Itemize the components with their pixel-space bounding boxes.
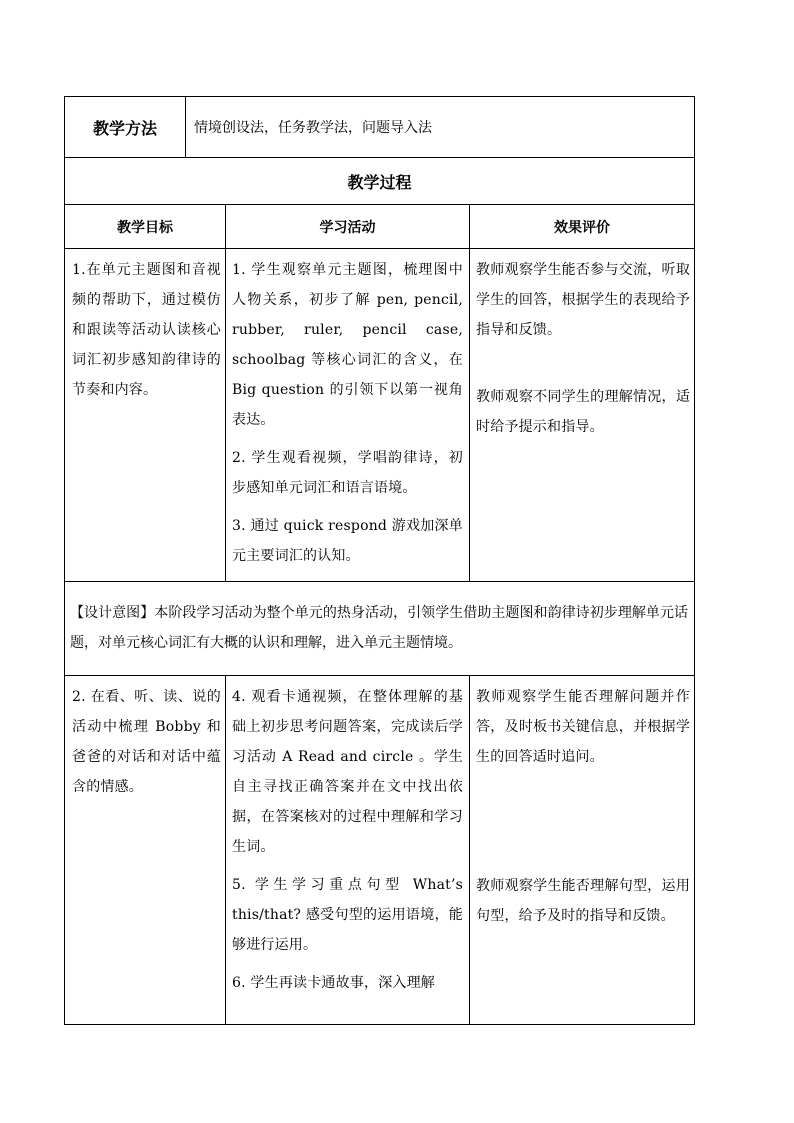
evaluation-text: 教师观察学生能否理解句型，运用句型，给予及时的指导和反馈。	[476, 878, 691, 924]
goal-cell	[65, 249, 226, 582]
evaluation-cell	[470, 249, 695, 582]
method-row	[65, 97, 695, 158]
process-title: 教学过程	[65, 158, 695, 205]
activity-text: 4. 观看卡通视频，在整体理解的基础上初步思考问题答案，完成读后学习活动 A Read and circle 。学生自主寻找正确答案并在文中找出依据，在答案核对的过程中理解和学习生词。	[232, 689, 463, 855]
table-row	[65, 249, 695, 582]
activity-text: 2. 学生观看视频，学唱韵律诗，初步感知单元词汇和语言语境。	[232, 450, 463, 496]
method-label: 教学方法	[65, 97, 186, 158]
column-header-goal: 教学目标	[65, 205, 226, 249]
activity-text: 5. 学生学习重点句型 What’s this/that? 感受句型的运用语境，能够进行运用。	[232, 877, 463, 953]
activity-text: 3. 通过 quick respond 游戏加深单元主要词汇的认知。	[232, 518, 463, 564]
process-title-row	[65, 158, 695, 205]
column-header-activity: 学习活动	[226, 205, 470, 249]
column-header-row	[65, 205, 695, 249]
design-intent: 【设计意图】本阶段学习活动为整个单元的热身活动，引领学生借助主题图和韵律诗初步理解单元话题，对单元核心词汇有大概的认识和理解，进入单元主题情境。	[65, 582, 695, 676]
goal-text: 2. 在看、听、读、说的活动中梳理 Bobby 和爸爸的对话和对话中蕴含的情感。	[72, 689, 221, 795]
design-intent-row	[65, 582, 695, 676]
lesson-plan-table	[64, 96, 695, 1025]
evaluation-text: 教师观察不同学生的理解情况，适时给予提示和指导。	[476, 389, 691, 435]
column-header-evaluation: 效果评价	[470, 205, 695, 249]
table-row	[65, 676, 695, 1025]
activity-text: 1. 学生观察单元主题图，梳理图中人物关系，初步了解 pen, pencil, rubber, ruler, pencil case, schoolbag 等核心词汇的含义，在 Big question 的引领下以第一视角表达。	[232, 262, 463, 428]
method-value: 情境创设法，任务教学法，问题导入法	[186, 97, 695, 158]
evaluation-text: 教师观察学生能否参与交流，听取学生的回答，根据学生的表现给予指导和反馈。	[476, 262, 691, 338]
activity-text: 6. 学生再读卡通故事，深入理解	[232, 975, 436, 991]
activity-cell	[226, 249, 470, 582]
goal-cell	[65, 676, 226, 1025]
activity-cell	[226, 676, 470, 1025]
evaluation-text: 教师观察学生能否理解问题并作答，及时板书关键信息，并根据学生的回答适时追问。	[476, 689, 691, 765]
evaluation-cell	[470, 676, 695, 1025]
goal-text: 1.在单元主题图和音视频的帮助下，通过模仿和跟读等活动认读核心词汇初步感知韵律诗的节奏和内容。	[72, 262, 221, 398]
